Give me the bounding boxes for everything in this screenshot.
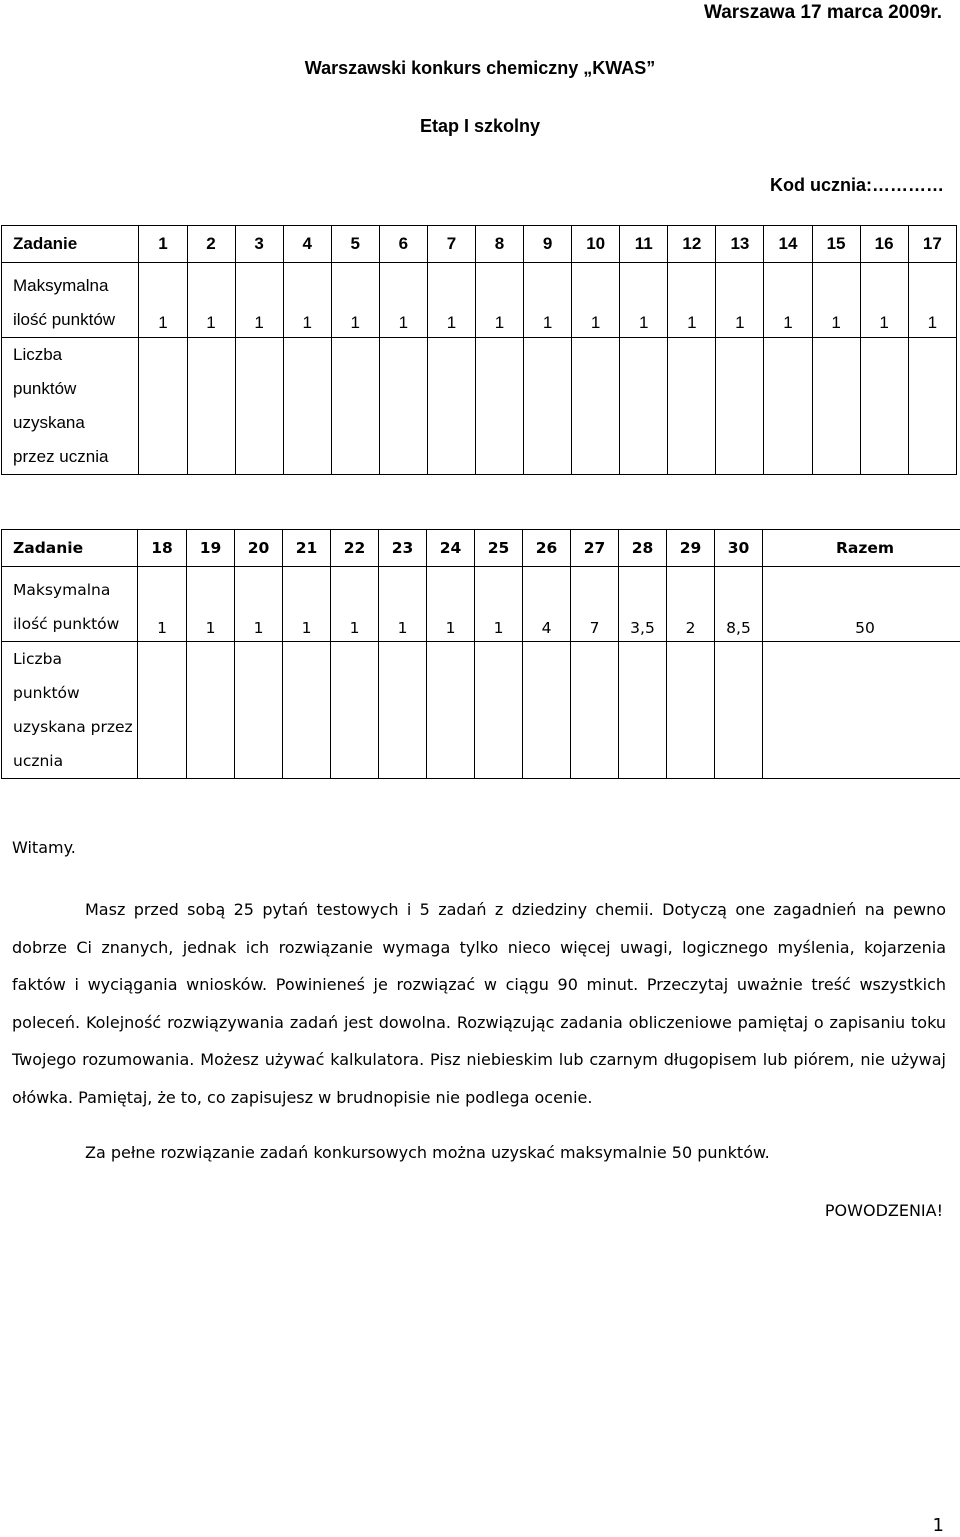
- max-points-cell: 7: [571, 567, 619, 642]
- document-date: Warszawa 17 marca 2009r.: [703, 2, 942, 23]
- max-points-row: [2, 263, 957, 338]
- task-number-cell: 18: [138, 530, 187, 567]
- task-number-cell: 11: [620, 226, 668, 263]
- obtained-points-row: [2, 338, 957, 475]
- student-code-field[interactable]: Kod ucznia:…………: [770, 175, 944, 195]
- task-number-cell: 25: [475, 530, 523, 567]
- instructions-paragraph: Masz przed sobą 25 pytań testowych i 5 zadań z dziedziny chemii. Dotyczą one zagadnień na pewno dobrze Ci znanych, jednak ich rozwiązanie wymaga tylko nieco więcej uwagi, logicznego myślenia, kojarzenia faktów i wyciągania wniosków. Powinieneś je rozwiązać w ciągu 90 minut. Przeczytaj uważnie treść wszystkich poleceń. Kolejność rozwiązywania zadań jest dowolna. Rozwiązując zadania obliczeniowe pamiętaj o zapisaniu toku Twojego rozumowania. Możesz używać kalkulatora. Pisz niebieskim lub czarnym długopisem lub piórem, nie używaj ołówka. Pamiętaj, że to, co zapisujesz w brudnopisie nie podlega ocenie.: [12, 900, 946, 1107]
- total-max-points-cell: 50: [763, 567, 960, 642]
- obtained-points-cell[interactable]: [138, 642, 187, 779]
- task-number-cell: 2: [187, 226, 235, 263]
- max-points-cell: 1: [187, 567, 235, 642]
- max-points-cell: 1: [138, 567, 187, 642]
- task-number-cell: 26: [523, 530, 571, 567]
- obtained-label-line: Liczba: [13, 650, 62, 668]
- obtained-points-cell[interactable]: [475, 642, 523, 779]
- obtained-label-line: uzyskana: [13, 413, 85, 432]
- task-number-cell: 27: [571, 530, 619, 567]
- obtained-points-cell[interactable]: [283, 338, 331, 475]
- max-points-cell: 3,5: [619, 567, 667, 642]
- obtained-points-cell[interactable]: [379, 642, 427, 779]
- task-number-cell: 16: [860, 226, 908, 263]
- obtained-points-cell[interactable]: [716, 338, 764, 475]
- task-number-cell: 19: [187, 530, 235, 567]
- max-points-label-line: Maksymalna: [13, 581, 111, 599]
- obtained-label-line: przez ucznia: [13, 447, 109, 466]
- task-number-cell: 15: [812, 226, 860, 263]
- obtained-points-cell[interactable]: [619, 642, 667, 779]
- task-number-cell: 3: [235, 226, 283, 263]
- max-points-cell: 1: [860, 263, 908, 338]
- max-points-note: Za pełne rozwiązanie zadań konkursowych można uzyskać maksymalnie 50 punktów.: [85, 1143, 770, 1162]
- obtained-points-label: [2, 338, 139, 475]
- obtained-points-cell[interactable]: [427, 338, 475, 475]
- max-points-cell: 1: [331, 567, 379, 642]
- max-points-cell: 1: [235, 263, 283, 338]
- obtained-points-cell[interactable]: [331, 338, 379, 475]
- max-points-cell: 1: [668, 263, 716, 338]
- max-points-row: [2, 567, 960, 642]
- task-number-cell: 23: [379, 530, 427, 567]
- task-number-cell: 28: [619, 530, 667, 567]
- max-points-cell: 1: [764, 263, 812, 338]
- task-number-cell: 21: [283, 530, 331, 567]
- max-points-label: [2, 263, 139, 338]
- obtained-points-cell[interactable]: [283, 642, 331, 779]
- max-points-cell: 1: [620, 263, 668, 338]
- task-header-label: Zadanie: [2, 226, 139, 263]
- task-number-cell: 4: [283, 226, 331, 263]
- max-points-label-line: ilość punktów: [13, 310, 116, 329]
- max-points-label-line: Maksymalna: [13, 276, 109, 295]
- task-number-cell: 29: [667, 530, 715, 567]
- max-points-cell: 1: [716, 263, 764, 338]
- task-number-cell: 6: [379, 226, 427, 263]
- max-points-cell: 1: [427, 263, 475, 338]
- task-number-cell: 17: [908, 226, 956, 263]
- max-points-cell: 1: [475, 567, 523, 642]
- task-number-cell: 7: [427, 226, 475, 263]
- task-number-cell: 12: [668, 226, 716, 263]
- max-points-cell: 2: [667, 567, 715, 642]
- obtained-points-cell[interactable]: [379, 338, 427, 475]
- obtained-points-row: [2, 642, 960, 779]
- task-number-cell: 13: [716, 226, 764, 263]
- max-points-label: [2, 567, 138, 642]
- obtained-points-cell[interactable]: [571, 642, 619, 779]
- obtained-points-cell[interactable]: [427, 642, 475, 779]
- task-number-cell: 5: [331, 226, 379, 263]
- obtained-points-cell[interactable]: [139, 338, 187, 475]
- obtained-points-cell[interactable]: [572, 338, 620, 475]
- max-points-cell: 1: [572, 263, 620, 338]
- task-number-cell: 20: [235, 530, 283, 567]
- task-number-cell: 9: [524, 226, 572, 263]
- max-points-cell: 1: [187, 263, 235, 338]
- obtained-points-cell[interactable]: [187, 642, 235, 779]
- obtained-points-cell[interactable]: [524, 338, 572, 475]
- obtained-points-cell[interactable]: [667, 642, 715, 779]
- task-number-cell: 14: [764, 226, 812, 263]
- max-points-cell: 1: [379, 567, 427, 642]
- contest-title: Warszawski konkurs chemiczny „KWAS”: [304, 58, 656, 78]
- max-points-cell: 1: [283, 567, 331, 642]
- max-points-cell: 1: [475, 263, 523, 338]
- obtained-label-line: Liczba: [13, 345, 63, 364]
- max-points-cell: 4: [523, 567, 571, 642]
- task-number-cell: 8: [475, 226, 523, 263]
- score-table-tasks-18-30: [1, 529, 960, 779]
- obtained-points-cell[interactable]: [908, 338, 956, 475]
- max-points-cell: 8,5: [715, 567, 763, 642]
- obtained-label-line: ucznia: [13, 752, 64, 770]
- total-header-cell: Razem: [763, 530, 960, 567]
- max-points-cell: 1: [524, 263, 572, 338]
- obtained-label-line: punktów: [13, 684, 80, 702]
- max-points-cell: 1: [908, 263, 956, 338]
- obtained-points-cell[interactable]: [187, 338, 235, 475]
- max-points-cell: 1: [427, 567, 475, 642]
- task-header-label: Zadanie: [2, 530, 138, 567]
- obtained-points-label: [2, 642, 138, 779]
- good-luck-text: POWODZENIA!: [824, 1201, 943, 1220]
- task-number-row: [2, 226, 957, 263]
- max-points-cell: 1: [379, 263, 427, 338]
- obtained-points-cell[interactable]: [715, 642, 763, 779]
- max-points-label-line: ilość punktów: [13, 615, 120, 633]
- task-number-cell: 1: [139, 226, 187, 263]
- task-number-cell: 22: [331, 530, 379, 567]
- max-points-cell: 1: [235, 567, 283, 642]
- obtained-label-line: uzyskana przez: [13, 718, 133, 736]
- task-number-cell: 24: [427, 530, 475, 567]
- max-points-cell: 1: [139, 263, 187, 338]
- obtained-points-cell[interactable]: [523, 642, 571, 779]
- obtained-points-cell[interactable]: [668, 338, 716, 475]
- greeting: Witamy.: [12, 838, 76, 857]
- obtained-points-cell[interactable]: [620, 338, 668, 475]
- task-number-row: [2, 530, 960, 567]
- max-points-cell: 1: [331, 263, 379, 338]
- obtained-label-line: punktów: [13, 379, 77, 398]
- obtained-points-cell[interactable]: [235, 338, 283, 475]
- obtained-points-cell[interactable]: [331, 642, 379, 779]
- max-points-cell: 1: [812, 263, 860, 338]
- obtained-points-cell[interactable]: [860, 338, 908, 475]
- obtained-points-cell[interactable]: [475, 338, 523, 475]
- task-number-cell: 10: [572, 226, 620, 263]
- obtained-points-cell[interactable]: [764, 338, 812, 475]
- task-number-cell: 30: [715, 530, 763, 567]
- max-points-cell: 1: [283, 263, 331, 338]
- total-obtained-points-cell[interactable]: [763, 642, 960, 779]
- obtained-points-cell[interactable]: [235, 642, 283, 779]
- obtained-points-cell[interactable]: [812, 338, 860, 475]
- stage-title: Etap I szkolny: [419, 116, 541, 136]
- score-table-tasks-1-17: [1, 225, 957, 475]
- page-number: 1: [932, 1515, 944, 1536]
